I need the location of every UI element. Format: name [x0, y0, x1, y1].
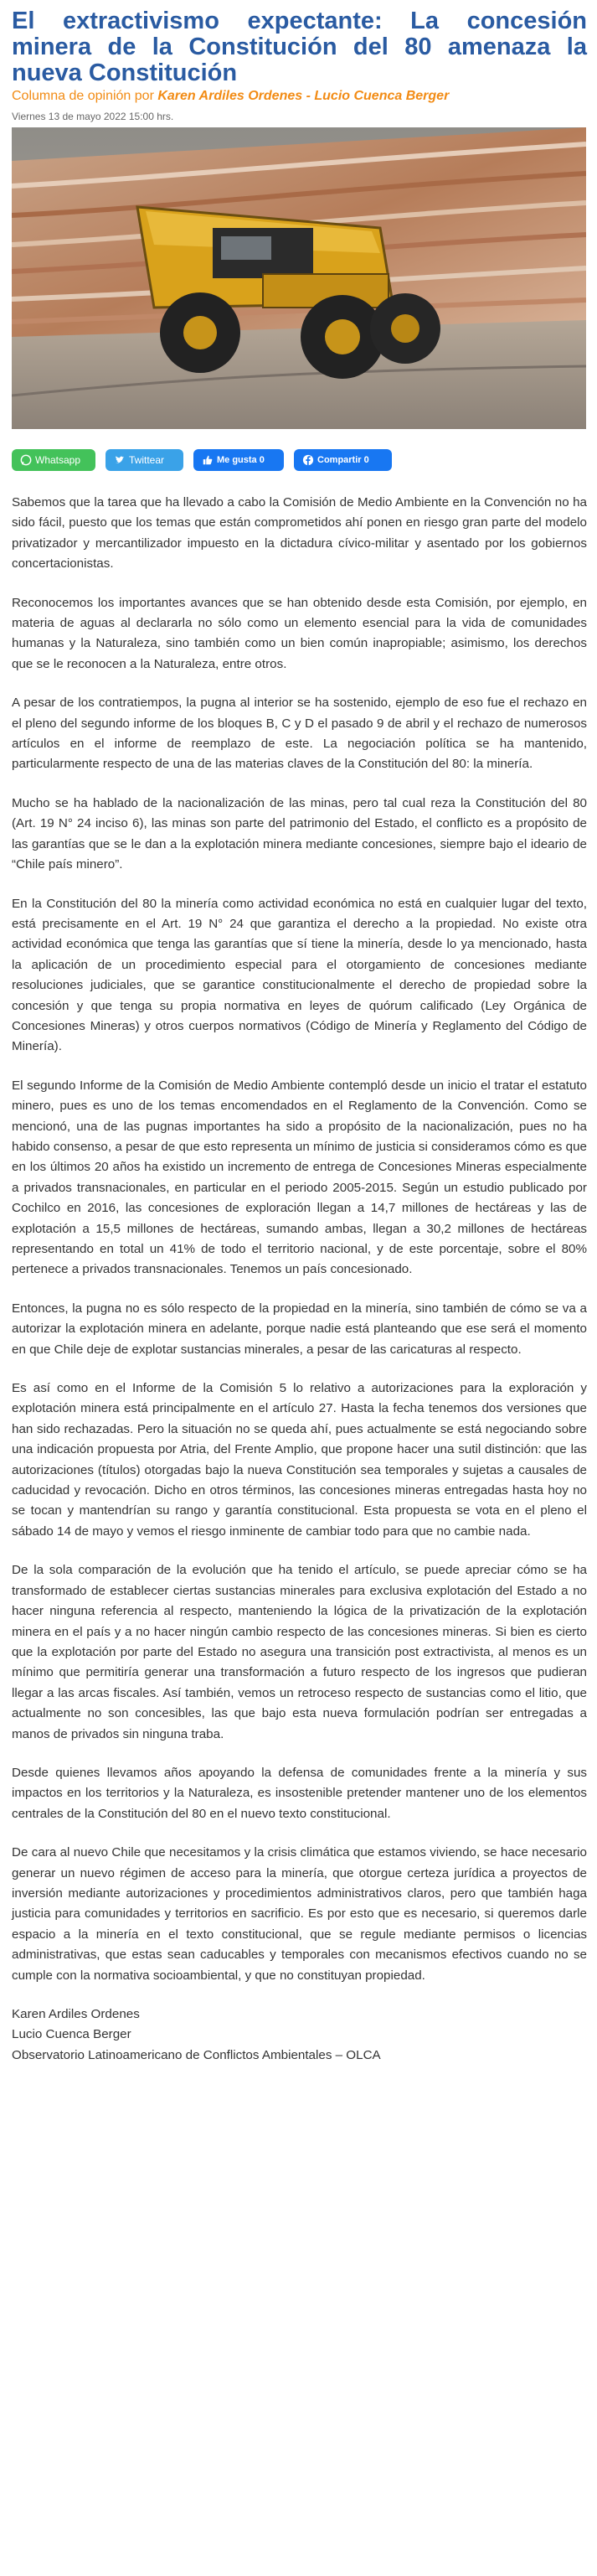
hero-image-mining-truck	[12, 127, 586, 429]
paragraph: El segundo Informe de la Comisión de Medio Ambiente contempló desde un inicio el tratar el estatuto minero, pues es uno de los temas encomendados en el Reglamento de la Convención. Como se mencionó, una de las pugnas importantes ha sido a propósito de la nacionalización, pues no ha habido consenso, a pesar de que esto representa un mínimo de justicia si consideramos cómo es que en los últimos 20 años ha existido un incremento de entrega de Concesiones Mineras especialmente a privados transnacionales, en particular en el periodo 2005-2015. Según un estudio publicado por Cochilco en 2016, las concesiones de exploración llegan a 14,7 millones de hectáreas y las de explotación a 15,5 millones de hectáreas, sumando ambas, llegan a 30,2 millones de hectáreas representando en total un 41% de todo el territorio nacional, y de este porcentaje, sobre el 80% pertenece a privados transnacionales. Tenemos un país concesionado.	[12, 1078, 587, 1277]
twitter-bird-icon	[114, 454, 126, 466]
signature-author-2: Lucio Cuenca Berger	[12, 2027, 131, 2042]
paragraph: De cara al nuevo Chile que necesitamos y la crisis climática que estamos viviendo, se hace necesario generar un nuevo régimen de acceso para la minería, que otorgue certeza jurídica a proyectos de inversión mediante autorizaciones y procedimientos administrativos claros, pero que también haga justicia para comunidades y territorios en sacrificio. Es por esto que es necesario, si queremos darle espacio a la minería en el texto constitucional, que se regule mediante permisos o licencias administrativas, que estas sean caducables y temporales con mecanismos efectivos cuando no se cumple con la normativa socioambiental, y que no constituyan propiedad.	[12, 1845, 587, 1983]
byline	[12, 89, 587, 104]
paragraph: En la Constitución del 80 la minería como actividad económica no está en cualquier lugar del texto, está precisamente en el Art. 19 N° 24 que garantiza el derecho a la propiedad. No existe otra actividad económica que tenga las garantías que sí tiene la minería, desde lo ya mencionado, hasta la aplicación de un procedimiento especial para el otorgamiento de concesiones mediante resoluciones judiciales, que se garantice constitucionalmente el derecho de propiedad sobre la concesión y que tenga su propia normativa en leyes de quórum calificado (Ley Orgánica de Concesiones Mineras) y otros cuerpos normativos (Código de Minería y Reglamento del Código de Minería).	[12, 896, 587, 1054]
byline-authors[interactable]: Karen Ardiles Ordenes - Lucio Cuenca Berger	[157, 89, 450, 103]
facebook-like-button[interactable]	[193, 449, 284, 471]
paragraph: De la sola comparación de la evolución que ha tenido el artículo, se puede apreciar cómo se ha transformado de establecer ciertas sustancias minerales para exclusiva explotación del Estado a no hacer ninguna referencia al respecto, manteniendo la lógica de la privatización de la explotación minera en el país y a no hacer ningún cambio respecto de las concesiones mineras. Si bien es cierto que la explotación por parte del Estado no asegura una transición post extractivista, al menos es un mínimo que permitiría generar una transformación a futuro respecto de los ingresos que pudieran llegar a las arcas fiscales. Así también, vemos un retroceso respecto de sustancias como el litio, que actualmente no son concesibles, las que bajo esta nueva formulación podrían ser entregadas a manos de privados sin ninguna traba.	[12, 1563, 587, 1741]
thumbs-up-icon	[202, 454, 214, 466]
whatsapp-share-button[interactable]	[12, 449, 95, 471]
paragraph: Sabemos que la tarea que ha llevado a cabo la Comisión de Medio Ambiente en la Convención no ha sido fácil, puesto que los temas que están comprometidos ahí ponen en riesgo gran parte del modelo privatizador y mercantilizador impuesto en la dictadura cívico-militar y asentado por los gobiernos concertacionistas.	[12, 495, 587, 572]
signature-block	[12, 2004, 587, 2066]
paragraph: Entonces, la pugna no es sólo respecto de la propiedad en la minería, sino también de cómo se va a autorizar la explotación minera en adelante, porque nadie está planteando que ese será el momento en que Chile deje de explotar sustancias minerales, a pesar de las caricaturas al respecto.	[12, 1301, 587, 1357]
byline-prefix: Columna de opinión por	[12, 89, 158, 103]
publish-date: Viernes 13 de mayo 2022 15:00 hrs.	[12, 111, 174, 122]
facebook-like-label: Me gusta 0	[217, 455, 265, 465]
whatsapp-icon	[20, 454, 32, 466]
paragraph: A pesar de los contratiempos, la pugna al interior se ha sostenido, ejemplo de eso fue el rechazo en el pleno del segundo informe de los bloques B, C y D el pasado 9 de abril y el rechazo de numerosos artículos en el informe de reemplazo de este. La negociación política se ha mantenido, particularmente respecto de una de las materias claves de la Constitución del 80: la minería.	[12, 696, 587, 772]
facebook-share-label: Compartir 0	[317, 455, 369, 465]
paragraph: Es así como en el Informe de la Comisión 5 lo relativo a autorizaciones para la exploración y explotación minera está principalmente en el artículo 27. Hasta la fecha tenemos dos versiones que han sido rechazadas. Pero la situación no se queda ahí, pues actualmente se está negociando sobre una indicación propuesta por Atria, del Frente Amplio, que propone hacer una sutil distinción: que las autorizaciones (títulos) otorgadas bajo la nueva Constitución sea temporales y sujetas a causales de caducidad y revocación. Dicho en otros términos, las concesiones mineras entregadas hasta hoy no se tocan y mantendrían su rango y garantía constitucional. Esta propuesta se vota en el pleno el sábado 14 de mayo y vemos el riesgo inminente de cambiar todo para que no cambie nada.	[12, 1381, 587, 1539]
whatsapp-label: Whatsapp	[35, 454, 81, 466]
paragraph: Reconocemos los importantes avances que se han obtenido desde esta Comisión, por ejemplo, en materia de aguas al declararla no sólo como un elemento esencial para la vida de comunidades humanas y la Naturaleza, sino también como un bien común inapropiable; asimismo, los derechos que se le reconocen a la Naturaleza, entre otros.	[12, 595, 587, 671]
paragraph: Desde quienes llevamos años apoyando la defensa de comunidades frente a la minería y sus impactos en los territorios y la Naturaleza, es insostenible pretender mantener uno de los elementos centrales de la Constitución del 80 en el nuevo texto constitucional.	[12, 1765, 587, 1821]
signature-author-1: Karen Ardiles Ordenes	[12, 2007, 140, 2021]
share-bar	[12, 449, 587, 471]
twitter-label: Twittear	[129, 454, 165, 466]
article-body	[12, 493, 587, 1986]
facebook-share-button[interactable]	[294, 449, 392, 471]
paragraph: Mucho se ha hablado de la nacionalización de las minas, pero tal cual reza la Constitución del 80 (Art. 19 N° 24 inciso 6), las minas son parte del patrimonio del Estado, el conflicto es a propósito de las garantías que se le dan a la explotación minera mediante concesiones, siempre bajo el ideario de “Chile país minero”.	[12, 795, 587, 872]
signature-organization: Observatorio Latinoamericano de Conflictos Ambientales – OLCA	[12, 2047, 381, 2062]
article-title: El extractivismo expectante: La concesión minera de la Constitución del 80 amenaza la nueva Constitución	[12, 8, 587, 86]
twitter-share-button[interactable]	[106, 449, 183, 471]
facebook-icon	[302, 454, 314, 466]
